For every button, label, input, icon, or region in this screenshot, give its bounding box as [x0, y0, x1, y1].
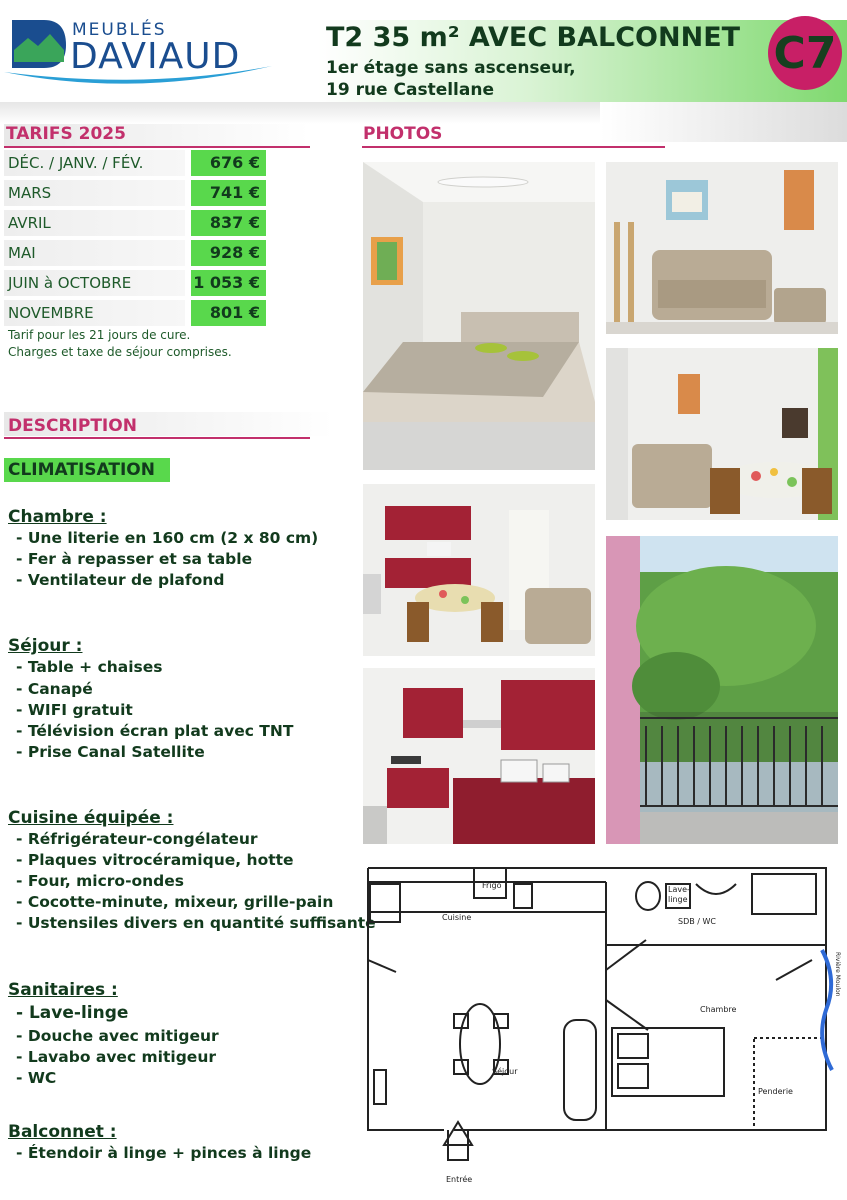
balcony-image	[606, 536, 838, 844]
plan-penderie-label: Penderie	[758, 1087, 793, 1096]
listing-title: T2 35 m² AVEC BALCONNET	[326, 22, 741, 53]
list-item: - WC	[16, 1069, 57, 1087]
tarif-period: JUIN à OCTOBRE	[4, 270, 185, 296]
tarif-row	[4, 150, 266, 176]
list-item: - Lave-linge	[16, 1003, 129, 1023]
tarif-period: AVRIL	[4, 210, 185, 236]
list-item: - Une literie en 160 cm (2 x 80 cm)	[16, 529, 319, 547]
tarif-period: MARS	[4, 180, 185, 206]
tarifs-title: TARIFS 2025	[6, 124, 126, 144]
list-item: - Ventilateur de plafond	[16, 571, 225, 589]
plan-lave-linge-label-2: linge	[668, 895, 688, 904]
list-item: - Plaques vitrocéramique, hotte	[16, 851, 294, 869]
plan-lave-linge-label-1: Lave-	[668, 885, 690, 894]
section-balconnet-title: Balconnet :	[8, 1122, 117, 1142]
kitchen-image	[363, 668, 595, 844]
bedroom-image	[363, 162, 595, 470]
plan-chambre-label: Chambre	[700, 1005, 737, 1014]
tarif-row	[4, 240, 266, 266]
plan-cuisine-label: Cuisine	[442, 913, 472, 922]
section-sanitaires-title: Sanitaires :	[8, 980, 118, 1000]
plan-river-label: Rivière Moulon	[834, 952, 841, 997]
photos-underline	[362, 146, 665, 148]
photo-living-sofa[interactable]	[606, 162, 838, 334]
list-item: - Lavabo avec mitigeur	[16, 1048, 217, 1066]
climatisation-badge: CLIMATISATION	[4, 458, 170, 482]
tarif-row	[4, 210, 266, 236]
section-cuisine-title: Cuisine équipée :	[8, 808, 174, 828]
tarif-price: 741 €	[191, 180, 266, 206]
tarif-note: Tarif pour les 21 jours de cure.	[8, 328, 191, 342]
tarif-period: DÉC. / JANV. / FÉV.	[4, 150, 185, 176]
plan-sdb-label: SDB / WC	[678, 917, 717, 926]
tarif-note: Charges et taxe de séjour comprises.	[8, 345, 232, 359]
plan-entree-label: Entrée	[446, 1175, 473, 1184]
list-item: - Fer à repasser et sa table	[16, 550, 253, 568]
list-item: - Réfrigérateur-congélateur	[16, 830, 258, 848]
tarif-price: 928 €	[191, 240, 266, 266]
list-item: - Télévision écran plat avec TNT	[16, 722, 294, 740]
tarif-price: 676 €	[191, 150, 266, 176]
tarif-period: MAI	[4, 240, 185, 266]
tarif-row	[4, 300, 266, 326]
list-item: - Prise Canal Satellite	[16, 743, 205, 761]
tarif-price: 1 053 €	[191, 270, 266, 296]
brand-name: DAVIAUD	[70, 36, 241, 77]
tarif-row	[4, 180, 266, 206]
description-underline	[4, 437, 310, 439]
photo-kitchen-dining[interactable]	[363, 484, 595, 656]
listing-address: 19 rue Castellane	[326, 80, 494, 100]
listing-floor: 1er étage sans ascenseur,	[326, 58, 576, 78]
list-item: - Étendoir à linge + pinces à linge	[16, 1144, 312, 1162]
tarif-price: 837 €	[191, 210, 266, 236]
header-shadow	[600, 102, 847, 142]
tarif-row	[4, 270, 266, 296]
kitchen-dining-image	[363, 484, 595, 656]
tarif-price: 801 €	[191, 300, 266, 326]
dining-room-image	[606, 348, 838, 520]
list-item: - Cocotte-minute, mixeur, grille-pain	[16, 893, 334, 911]
list-item: - Four, micro-ondes	[16, 872, 185, 890]
list-item: - Ustensiles divers en quantité suffisante	[16, 914, 376, 932]
photo-living-dining[interactable]	[606, 348, 838, 520]
tarifs-underline	[4, 146, 310, 148]
list-item: - Canapé	[16, 680, 93, 698]
brand-top-text: MEUBLÉS	[72, 20, 167, 40]
photo-kitchen[interactable]	[363, 668, 595, 844]
tarif-period: NOVEMBRE	[4, 300, 185, 326]
list-item: - WIFI gratuit	[16, 701, 133, 719]
plan-frigo-label: Frigo	[482, 881, 502, 890]
floor-plan-drawing	[356, 860, 847, 1190]
description-title: DESCRIPTION	[8, 416, 137, 436]
photo-bedroom[interactable]	[363, 162, 595, 470]
list-item: - Douche avec mitigeur	[16, 1027, 219, 1045]
unit-badge: C7	[768, 16, 842, 90]
plan-sejour-label: Séjour	[492, 1067, 518, 1076]
list-item: - Table + chaises	[16, 658, 163, 676]
living-room-image	[606, 162, 838, 334]
section-sejour-title: Séjour :	[8, 636, 83, 656]
photos-title: PHOTOS	[363, 124, 443, 144]
floor-plan	[356, 860, 847, 1190]
section-chambre-title: Chambre :	[8, 507, 107, 527]
photo-balcony[interactable]	[606, 536, 838, 844]
